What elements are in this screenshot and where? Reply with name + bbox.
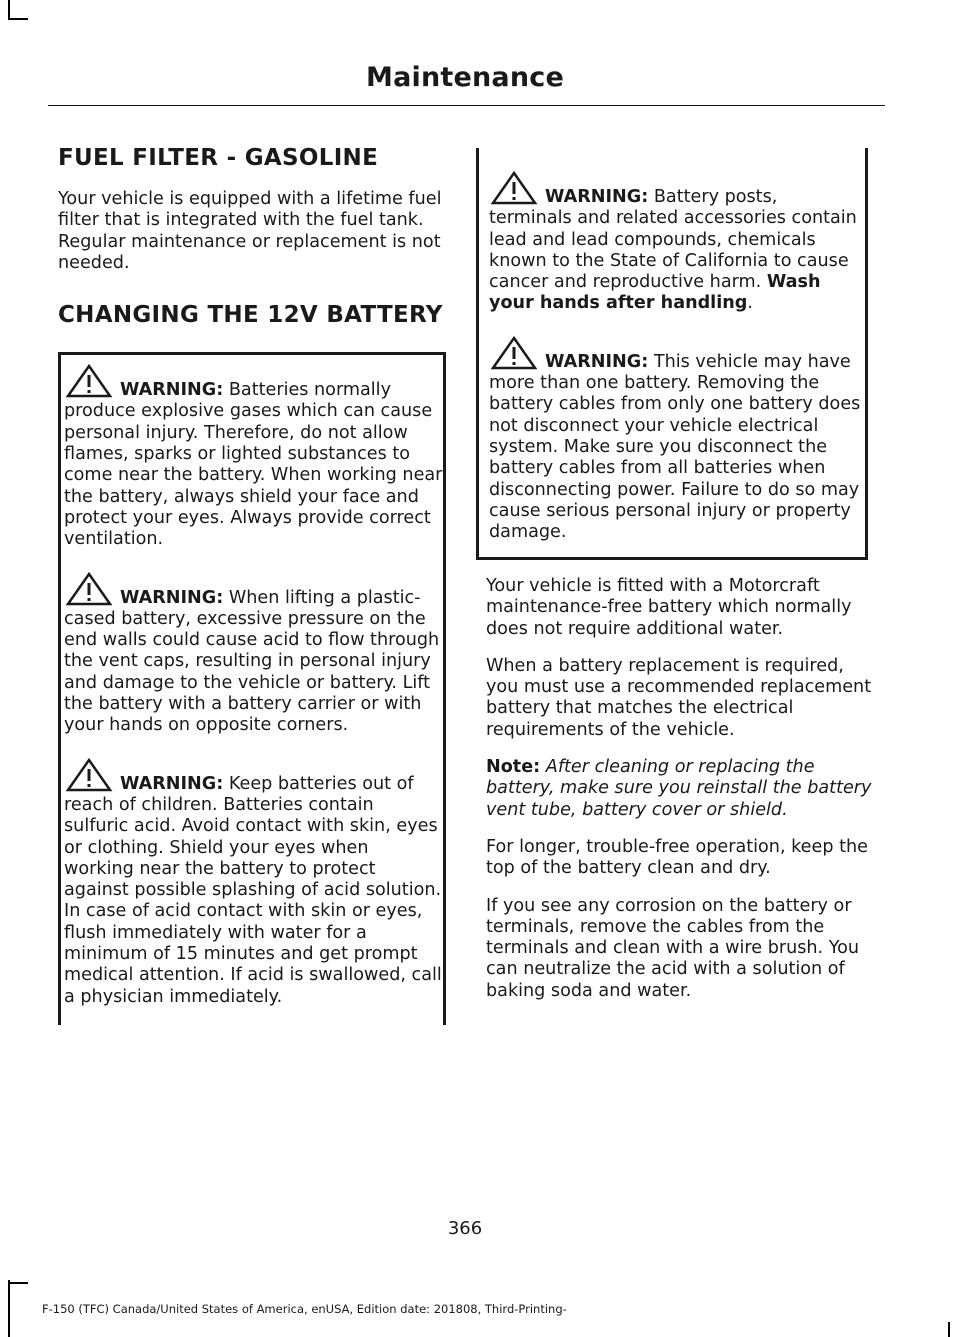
battery-heading: CHANGING THE 12V BATTERY <box>58 302 443 329</box>
footer-edition: F-150 (TFC) Canada/United States of America, enUSA, Edition date: 201808, Third-Printing- <box>42 1302 567 1316</box>
warning-text: Keep batteries out of reach of children. Batteries contain sulfuric acid. Avoid contact with skin, eyes or clothing. Shield your eyes when working near the battery to protect against possible splashing of acid solution. In case of acid contact with skin or eyes, flush immediately with water for a minimum of 15 minutes and get prompt medical attention. If acid is swallowed, call a physician immediately. <box>64 773 442 1007</box>
warning-triangle-icon <box>64 363 114 399</box>
warning-triangle-icon <box>489 335 539 371</box>
page-number: 366 <box>447 1218 483 1239</box>
warning-label: WARNING: <box>545 187 649 207</box>
warning-label: WARNING: <box>120 380 224 401</box>
warning-lead-compounds <box>489 148 865 315</box>
header-rule <box>48 105 885 106</box>
warning-explosive-gases <box>64 363 443 550</box>
warning-plastic-cased <box>64 571 443 737</box>
paragraph-replacement: When a battery replacement is required, you must use a recommended replacement battery that matches the electrical requirements of the vehicle. <box>486 655 872 740</box>
warning-multiple-batteries <box>489 335 865 544</box>
warning-triangle-icon <box>64 757 114 793</box>
warning-bold-text: Wash your hands after handling <box>489 272 821 314</box>
warning-label: WARNING: <box>120 587 224 608</box>
warning-children-acid <box>64 757 443 1008</box>
paragraph-corrosion: If you see any corrosion on the battery or terminals, remove the cables from the terminals and clean with a wire brush. You can neutralize the acid with a solution of baking soda and water. <box>486 895 860 1001</box>
paragraph-motorcraft: Your vehicle is fitted with a Motorcraft maintenance-free battery which normally does not require additional water. <box>486 576 852 639</box>
fuel-filter-paragraph: Your vehicle is equipped with a lifetime fuel filter that is integrated with the fuel tank. Regular maintenance or replacement is not needed. <box>58 189 442 273</box>
warning-label: WARNING: <box>120 773 224 794</box>
battery-body <box>486 576 878 1002</box>
warning-label: WARNING: <box>545 351 649 372</box>
warning-text: Batteries normally produce explosive gases which can cause personal injury. Therefore, do not allow flames, sparks or lighted substances to come near the battery. When working near the battery, always shield your face and protect your eyes. Always provide correct ventilation. <box>64 380 443 550</box>
note <box>486 757 878 821</box>
warning-triangle-icon <box>489 170 539 206</box>
left-column <box>58 145 446 1025</box>
warning-box-right <box>476 148 868 560</box>
warning-triangle-icon <box>64 571 114 607</box>
crop-mark <box>8 1280 10 1337</box>
note-text: After cleaning or replacing the battery, make sure you reinstall the battery vent tube, battery cover or shield. <box>486 757 872 820</box>
fuel-filter-heading: FUEL FILTER - GASOLINE <box>58 145 379 171</box>
warning-box-left <box>58 352 446 1025</box>
right-column <box>486 148 878 1018</box>
warning-text: This vehicle may have more than one battery. Removing the battery cables from only one battery does not disconnect your vehicle electrical system. Make sure you disconnect the battery cables from all batteries when disconnecting power. Failure to do so may cause serious personal injury or property damage. <box>489 351 861 543</box>
note-label: Note: <box>486 757 541 778</box>
paragraph-clean-dry: For longer, trouble-free operation, keep the top of the battery clean and dry. <box>486 836 868 879</box>
crop-mark <box>8 18 28 20</box>
crop-mark <box>948 1322 950 1337</box>
page-header-title: Maintenance <box>366 62 564 93</box>
warning-text: Battery posts, terminals and related accessories contain lead and lead compounds, chemicals known to the State of California to cause cancer and reproductive harm. <box>489 187 857 293</box>
warning-end: . <box>747 293 753 314</box>
crop-mark <box>8 1282 28 1284</box>
crop-mark <box>8 0 10 20</box>
warning-text: When lifting a plastic-cased battery, excessive pressure on the end walls could cause acid to flow through the vent caps, resulting in personal injury and damage to the vehicle or battery. Lift the battery with a battery carrier or with your hands on opposite corners. <box>64 587 440 736</box>
